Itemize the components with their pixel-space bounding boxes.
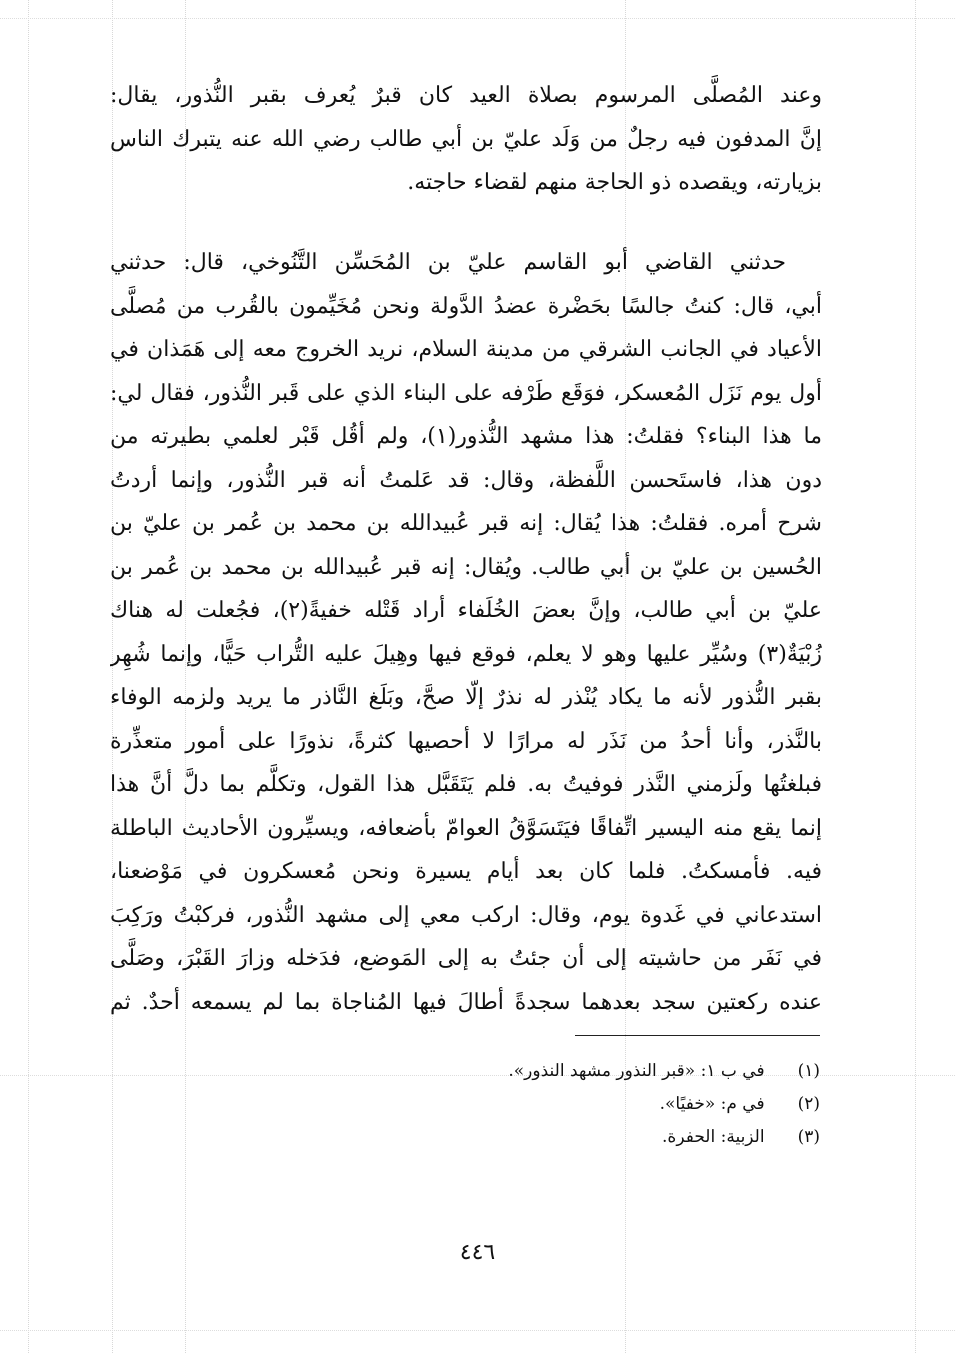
scan-guide xyxy=(0,1330,955,1331)
text-line: فيه. فأمسكتُ. فلما كان بعد أيام يسيرة ونحن مُعسكرون في مَوْضعنا، xyxy=(110,859,822,884)
text-line: دون هذا، فاستَحسن اللَّفظة، وقال: قد عَلمتُ أنه قبر النُّذور، وإنما أردتُ xyxy=(110,467,822,493)
footnote-number: (٢) xyxy=(797,1094,820,1114)
footnote-separator xyxy=(575,1035,820,1036)
footnote-text: في م: «خفيًا». xyxy=(659,1094,765,1114)
text-line: بقبر النُّذور لأنه ما يكاد يُنْذر له نذرٌ إلّا صحَّ، وبَلَغ النَّاذر ما يريد ولزمه الوفاء xyxy=(110,685,822,710)
text-line: في نَفَر من حاشيته إلى أن جئتُ به إلى المَوضع، فدَخله وزارَ القَبْرَ، وصَلَّى xyxy=(110,946,822,971)
footnotes xyxy=(330,1055,820,1154)
footnote-2 xyxy=(330,1088,820,1121)
footnote-text: الزبية: الحفرة. xyxy=(662,1127,765,1147)
text-line: ما هذا البناء؟ فقلتُ: هذا مشهد النُّذور(١)، ولم أقُل قَبْر لعلمي بطيرته من xyxy=(110,424,822,449)
text-line: بزيارته، ويقصده ذو الحاجة منهم لقضاء حاجته. xyxy=(407,170,822,195)
text-line: فبلغتُها ولَزمني النَّذر فوفيتُ به. فلم يَتَقَبَّل هذا القول، وتكلَّم بما دلَّ أنَّ هذا xyxy=(110,772,822,797)
footnote-3 xyxy=(330,1121,820,1154)
text-line: أبي، قال: كنتُ جالسًا بحَضْرة عضدُ الدَّولة ونحن مُخَيِّمون بالقُرب من مُصلَّى xyxy=(110,293,822,319)
footnote-1 xyxy=(330,1055,820,1088)
text-line: إنَّ المدفون فيه رجلٌ من وَلَد عليّ بن أبي طالب رضي الله عنه يتبرك الناس xyxy=(110,126,822,152)
text-line: أول يوم نَزَل المُعسكر، فوَقَع طَرْفه على البناء الذي على قَبر النُّذور، فقال لي: xyxy=(110,380,822,406)
footnote-number: (٣) xyxy=(797,1127,820,1147)
scan-guide xyxy=(0,18,955,19)
text-line: إنما يقع منه اليسير اتِّفاقًا فيَتَسَوَّقُ العوامّ بأضعافه، ويسيِّرون الأحاديث الباطلة xyxy=(110,815,822,841)
text-line: الأعياد في الجانب الشرقي من مدينة السلام، نريد الخروج معه إلى هَمَذان في xyxy=(110,337,822,362)
page-number: ٤٤٦ xyxy=(459,1240,496,1265)
paragraph-2 xyxy=(110,241,822,1024)
text-line: الحُسين بن عليّ بن أبي طالب. ويُقال: إنه قبر عُبيدالله بن محمد بن عُمر بن xyxy=(110,554,822,580)
text-line: استدعاني في غَدوة يوم، وقال: اركب معي إلى مشهد النُّذور، فركبْتُ ورَكِبَ xyxy=(110,902,822,928)
text-line: بالنَّذر، وأنا أحدُ من نَذَر له مرارًا لا أحصيها كثرةً، نذورًا على أمور متعذِّرة xyxy=(110,728,822,754)
text-line: عليّ بن أبي طالب، وإنَّ بعضَ الخُلَفاء أراد قَتْله خفيةً(٢)، فجُعلت له هناك xyxy=(110,598,822,623)
text-line: وعند المُصلَّى المرسوم بصلاة العيد كان قبرٌ يُعرف بقبر النُّذور، يقال: xyxy=(110,83,822,108)
footnote-number: (١) xyxy=(797,1061,820,1081)
text-line: عنده ركعتين سجد بعدهما سجدةً أطالَ فيها المُناجاة بما لم يسمعه أحدٌ. ثم xyxy=(110,989,822,1015)
footnote-text: في ب ١: «قبر النذور مشهد النذور». xyxy=(508,1061,765,1081)
scan-guide xyxy=(28,0,29,1353)
text-line: حدثني القاضي أبو القاسم عليّ بن المُحَسِّن التَّنُوخي، قال: حدثني xyxy=(110,250,786,275)
scan-guide xyxy=(915,0,916,1353)
paragraph-1 xyxy=(110,74,822,205)
text-line: زُبْيَةٌ(٣) وسُيِّر عليها وهو لا يعلم، فوقع فيها وهِيلَ عليه التُّراب حَيًّا، وإنما شُهِر xyxy=(110,641,822,667)
text-line: شرح أمره. فقلتُ: هذا يُقال: إنه قبر عُبيدالله بن محمد بن عُمر بن عليّ بن xyxy=(110,511,822,536)
